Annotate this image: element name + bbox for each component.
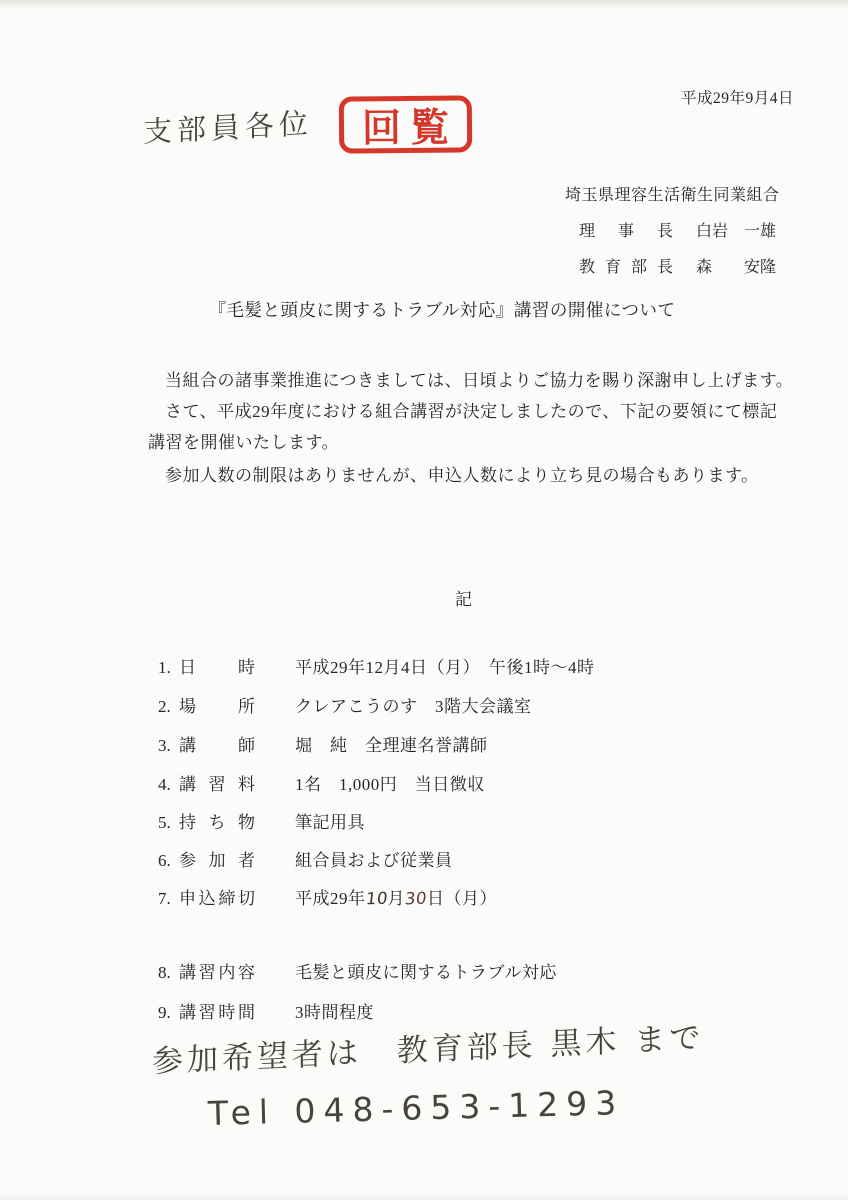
circulation-stamp: 回覧 [339,95,472,153]
item-number: 4. [158,775,171,794]
scan-edge-artifact-top [0,0,848,9]
item-value: 堀 純 全理連名誉講師 [295,736,488,755]
item-number: 7. [158,889,171,908]
item-number: 9. [158,1003,171,1022]
item-row-course-duration [158,998,374,1023]
official-row-chairman [579,218,805,241]
item-row-lecturer [158,731,488,756]
scan-edge-artifact-bottom [0,1194,848,1200]
item-number: 5. [158,813,171,832]
item-row-participants [158,846,453,871]
recipient-handwritten: 支部員各位 [143,106,313,150]
deadline-month-kanji: 月 [387,889,405,908]
official-title: 理事長 [579,223,673,240]
item-label: 日時 [179,658,255,677]
item-row-date-time [158,653,595,678]
document-date: 平成29年9月4日 [680,90,794,107]
organization-block [565,182,805,277]
item-label: 講習料 [179,775,255,794]
item-label: 申込締切 [179,889,255,908]
item-number: 6. [158,851,171,870]
item-row-fee [158,770,485,795]
body-line: 参加人数の制限はありませんが、申込人数により立ち見の場合もあります。 [165,466,759,485]
item-value: クレアこうのす 3階大会議室 [295,697,532,716]
deadline-era: 平成29年 [295,889,366,908]
item-row-place [158,692,532,717]
deadline-month-handwritten: 10 [364,888,389,909]
body-line: さて、平成29年度における組合講習が決定しましたので、下記の要領にて標記 [165,402,778,421]
item-number: 8. [158,963,171,982]
deadline-day-handwritten: 30 [403,888,429,909]
item-value: 組合員および従業員 [295,851,453,870]
organization-name: 埼玉県理容生活衛生同業組合 [565,187,780,204]
item-row-deadline [158,884,497,909]
ki-marker: 記 [455,590,474,609]
official-title: 教育部長 [579,259,673,276]
official-row-education-director [579,254,805,277]
handwritten-phone-number: Tel 048-653-1293 [207,1083,625,1133]
body-line: 当組合の諸事業推進につきましては、日頃よりご協力を賜り深謝申し上げます。 [165,371,794,390]
official-name: 森 安隆 [696,259,777,276]
item-label: 講習内容 [179,963,255,982]
item-value-composite [295,884,497,909]
official-name: 白岩 一雄 [696,223,777,240]
item-value: 1名 1,000円 当日徴収 [295,775,485,794]
deadline-suffix: 日（月） [427,889,497,908]
item-row-belongings [158,808,365,833]
item-value: 3時間程度 [295,1003,374,1022]
item-row-course-content [158,958,557,983]
body-line: 講習を開催いたします。 [148,433,340,452]
item-label: 場所 [179,697,255,716]
item-number: 2. [158,697,171,716]
item-value: 毛髪と頭皮に関するトラブル対応 [295,963,557,982]
handwritten-contact-note: 参加希望者は 教育部長 黒木 まで [151,1019,705,1081]
item-label: 持ち物 [179,813,255,832]
item-label: 講師 [179,736,255,755]
item-number: 1. [158,658,171,677]
item-label: 参加者 [179,851,255,870]
document-title: 『毛髪と頭皮に関するトラブル対応』講習の開催について [208,300,676,320]
item-number: 3. [158,736,171,755]
item-label: 講習時間 [179,1003,255,1022]
item-value: 筆記用具 [295,813,365,832]
item-value: 平成29年12月4日（月） 午後1時～4時 [295,658,595,677]
